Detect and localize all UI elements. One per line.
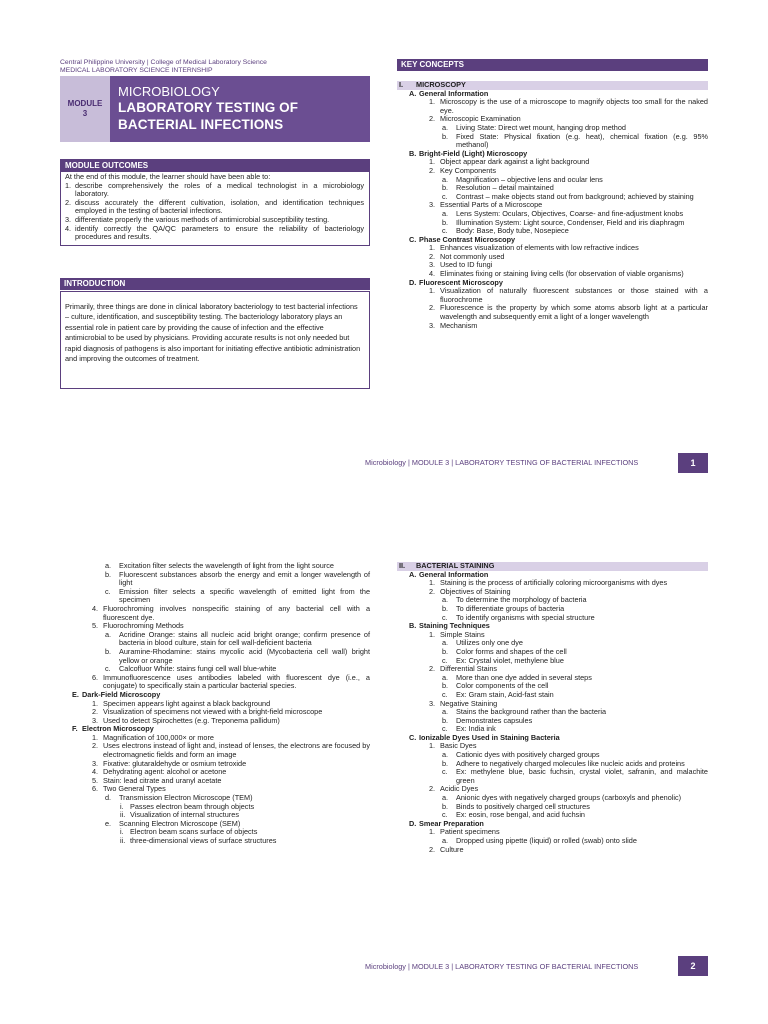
key-concepts-column	[397, 81, 708, 330]
list-item: ii. three-dimensional views of surface structures	[120, 836, 277, 845]
list-item: c. Calcofluor White: stains fungi cell wall blue-white	[105, 664, 277, 674]
list-item: 1. Simple Stains	[429, 629, 485, 639]
list-item: D. Smear Preparation	[409, 818, 484, 828]
list-item: a. Living State: Direct wet mount, hanging drop method	[442, 122, 626, 132]
list-item: i. Electron beam scans surface of objects	[120, 827, 258, 837]
list-item: 3. Used to ID fungi	[429, 260, 493, 270]
list-item: a. Magnification – objective lens and ocular lens	[442, 174, 603, 184]
list-item: b. Fixed State: Physical fixation (e.g. heat), chemical fixation (e.g. 95% methanol)	[442, 131, 708, 150]
list-item: 5. Fluorochroming Methods	[92, 621, 184, 631]
list-item: F. Electron Microscopy	[72, 724, 154, 734]
list-item: 3. Negative Staining	[429, 698, 498, 708]
list-item: b. Resolution – detail maintained	[442, 183, 554, 193]
list-item: 2. Not commonly used	[429, 251, 505, 261]
list-item: A. General Information	[409, 88, 489, 98]
list-item: a. Acridine Orange: stains all nucleic acid bright orange; confirm presence of bacteria in blood culture, stain for cell wall-deficient bacteria	[105, 629, 370, 648]
module-number-box	[60, 76, 110, 142]
list-item: c. Contrast – make objects stand out from background; achieved by staining	[442, 191, 694, 201]
introduction-text: Primarily, three things are done in clinical laboratory bacteriology to test bacterial infections – culture, identification, and susceptibility testing. The bacteriology laboratory plays an essential role in patient care by providing the cause of infection and the effective antimicrobial to be used by physicians. Providing accurate results is not only needed but rapid diagnosis of pathogens is also important for initiating effective antibiotic administration and improving the outcomes of treatment.	[65, 302, 361, 364]
list-item: b. Auramine-Rhodamine: stains mycolic acid (Mycobacteria cell wall) bright yellow or orange	[105, 646, 370, 665]
list-item: 2. Visualization of specimens not viewed with a bright-field microscope	[92, 707, 323, 717]
module-number: 3	[82, 109, 88, 118]
list-item: 1. Microscopy is the use of a microscope to magnify objects too small for the naked eye.	[429, 97, 708, 115]
module-title-line2: BACTERIAL INFECTIONS	[118, 117, 284, 132]
page-number: 1	[678, 453, 708, 473]
list-item: a. Dropped using pipette (liquid) or rolled (swab) onto slide	[442, 836, 637, 845]
list-item: b. Adhere to negatively charged molecules like nucleic acids and proteins	[442, 758, 685, 768]
list-item: d. Transmission Electron Microscope (TEM)	[105, 793, 253, 803]
list-item: 2. Uses electrons instead of light and, instead of lenses, the electrons are focused by electromagnetic fields and form an image	[92, 741, 370, 760]
list-item: B. Staining Techniques	[409, 621, 490, 631]
module-banner	[60, 76, 370, 142]
module-title-box	[110, 76, 370, 142]
list-item: a. More than one dye added in several steps	[442, 672, 592, 682]
list-item: 3. Essential Parts of a Microscope	[429, 200, 543, 210]
list-item: 2. Culture	[429, 844, 464, 854]
list-item: b. Illumination System: Light source, Condenser, Field and iris diaphragm	[442, 217, 685, 227]
list-item: 2. Objectives of Staining	[429, 586, 511, 596]
section-heading-microscopy: I. MICROSCOPY	[397, 81, 708, 90]
module-outcomes-box	[60, 159, 370, 246]
list-item: 1. Specimen appears light against a black background	[92, 698, 271, 708]
list-item: c. To identify organisms with special structure	[442, 612, 595, 622]
module-subject: MICROBIOLOGY	[118, 84, 220, 99]
outcome-item: 1. describe comprehensively the roles of a medical technologist in a microbiology laboratory.	[65, 180, 364, 199]
list-item: 6. Two General Types	[92, 784, 166, 794]
list-item: c. Ex: Crystal violet, methylene blue	[442, 655, 564, 665]
introduction-box	[60, 291, 370, 389]
list-item: D. Fluorescent Microscopy	[409, 277, 503, 287]
continued-column	[60, 562, 370, 846]
module-title-line1: LABORATORY TESTING OF	[118, 100, 299, 115]
list-item: c. Ex: eosin, rose bengal, and acid fuchsin	[442, 810, 585, 820]
list-item: 1. Basic Dyes	[429, 741, 477, 751]
list-item: b. Demonstrates capsules	[442, 715, 533, 725]
fluorescence-continued-list	[60, 562, 370, 846]
list-item: 2. Microscopic Examination	[429, 114, 521, 124]
outcomes-intro: At the end of this module, the learner should have been able to:	[65, 172, 271, 181]
list-item: a. Utilizes only one dye	[442, 638, 523, 648]
list-item: b. To differentiate groups of bacteria	[442, 603, 565, 613]
list-item: c. Ex: methylene blue, basic fuchsin, crystal violet, safranin, and malachite green	[442, 767, 708, 785]
introduction-heading: INTRODUCTION	[60, 278, 370, 290]
list-item: a. Stains the background rather than the bacteria	[442, 707, 607, 717]
list-item: b. Color components of the cell	[442, 681, 549, 691]
section-heading-bacterial-staining: II. BACTERIAL STAINING	[397, 562, 708, 571]
list-item: a. Cationic dyes with positively charged groups	[442, 750, 600, 760]
list-item: b. Binds to positively charged cell structures	[442, 801, 590, 811]
page-footer: Microbiology | MODULE 3 | LABORATORY TESTING OF BACTERIAL INFECTIONS	[365, 458, 639, 467]
outcome-item: 4. identify correctly the QA/QC parameters to ensure the reliability of bacteriology procedures and results.	[65, 223, 364, 242]
list-item: 2. Differential Stains	[429, 664, 498, 674]
list-item: 1. Staining is the process of artificially coloring microorganisms with dyes	[429, 578, 668, 588]
university-header: Central Philippine University | College of Medical Laboratory Science	[60, 59, 267, 66]
microscopy-list	[397, 90, 708, 331]
list-item: i. Passes electron beam through objects	[120, 801, 255, 811]
list-item: 2. Key Components	[429, 165, 496, 175]
module-label: MODULE	[67, 99, 103, 108]
list-item: B. Bright-Field (Light) Microscopy	[409, 148, 528, 158]
key-concepts-heading: KEY CONCEPTS	[397, 59, 708, 71]
list-item: 1. Object appear dark against a light background	[429, 157, 590, 167]
list-item: 5. Stain: lead citrate and uranyl acetate	[92, 775, 222, 785]
list-item: C. Ionizable Dyes Used in Staining Bacteria	[409, 732, 560, 742]
list-item: 1. Visualization of naturally fluorescent substances or those stained with a fluorochrome	[429, 286, 708, 304]
list-item: 1. Patient specimens	[429, 827, 500, 837]
bacterial-staining-list	[397, 571, 708, 855]
list-item: a. Lens System: Oculars, Objectives, Coarse- and fine-adjustment knobs	[442, 208, 684, 218]
list-item: ii. Visualization of internal structures	[120, 810, 239, 820]
list-item: b. Color forms and shapes of the cell	[442, 646, 567, 656]
list-item: c. Ex: India ink	[442, 724, 496, 734]
bacterial-staining-column	[397, 562, 708, 854]
list-item: 3. Mechanism	[429, 320, 478, 330]
page-number: 2	[678, 956, 708, 976]
list-item: C. Phase Contrast Microscopy	[409, 234, 516, 244]
list-item: A. General Information	[409, 569, 489, 579]
list-item: 1. Magnification of 100,000× or more	[92, 732, 214, 742]
list-item: 6. Immunofluorescence uses antibodies labeled with fluorescent dye (i.e., a conjugate) to specifically stain a particular bacterial species.	[92, 672, 370, 691]
list-item: E. Dark-Field Microscopy	[72, 689, 161, 699]
list-item: 4. Fluorochroming involves nonspecific staining of any bacterial cell with a fluorescent dye.	[92, 603, 370, 622]
list-item: 4. Dehydrating agent: alcohol or acetone	[92, 767, 227, 777]
list-item: a. Excitation filter selects the wavelength of light from the light source	[105, 561, 334, 570]
outcome-item: 3. differentiate properly the various methods of antimicrobial susceptibility testing.	[65, 214, 330, 224]
page-footer: Microbiology | MODULE 3 | LABORATORY TESTING OF BACTERIAL INFECTIONS	[365, 962, 639, 971]
list-item: 2. Fluorescence is the property by which some atoms absorb light at a particular wavelength and subsequently emit a light of a longer wavelength	[429, 303, 708, 322]
list-item: a. Anionic dyes with negatively charged groups (carboxyls and phenolic)	[442, 793, 682, 803]
list-item: 1. Enhances visualization of elements with low refractive indices	[429, 243, 639, 253]
outcomes-list	[65, 182, 364, 242]
outcome-item: 2. discuss accurately the different cultivation, isolation, and identification techniques employed in the testing of bacterial infections.	[65, 197, 364, 216]
list-item: c. Emission filter selects a specific wavelength of emitted light from the specimen	[105, 586, 370, 605]
list-item: 3. Used to detect Spirochettes (e.g. Treponema pallidum)	[92, 715, 280, 725]
list-item: 2. Acidic Dyes	[429, 784, 479, 794]
list-item: c. Body: Base, Body tube, Nosepiece	[442, 226, 569, 236]
list-item: a. To determine the morphology of bacteria	[442, 595, 587, 605]
program-header: MEDICAL LABORATORY SCIENCE INTERNSHIP	[60, 67, 213, 74]
page-2	[0, 512, 768, 1024]
list-item: c. Ex: Gram stain, Acid-fast stain	[442, 689, 554, 699]
list-item: e. Scanning Electron Microscope (SEM)	[105, 818, 241, 828]
list-item: 3. Fixative: glutaraldehyde or osmium tetroxide	[92, 758, 247, 768]
list-item: 4. Eliminates fixing or staining living cells (for observation of viable organisms)	[429, 269, 684, 279]
module-outcomes-heading: MODULE OUTCOMES	[61, 160, 369, 172]
list-item: b. Fluorescent substances absorb the energy and emit a longer wavelength of light	[105, 569, 370, 588]
